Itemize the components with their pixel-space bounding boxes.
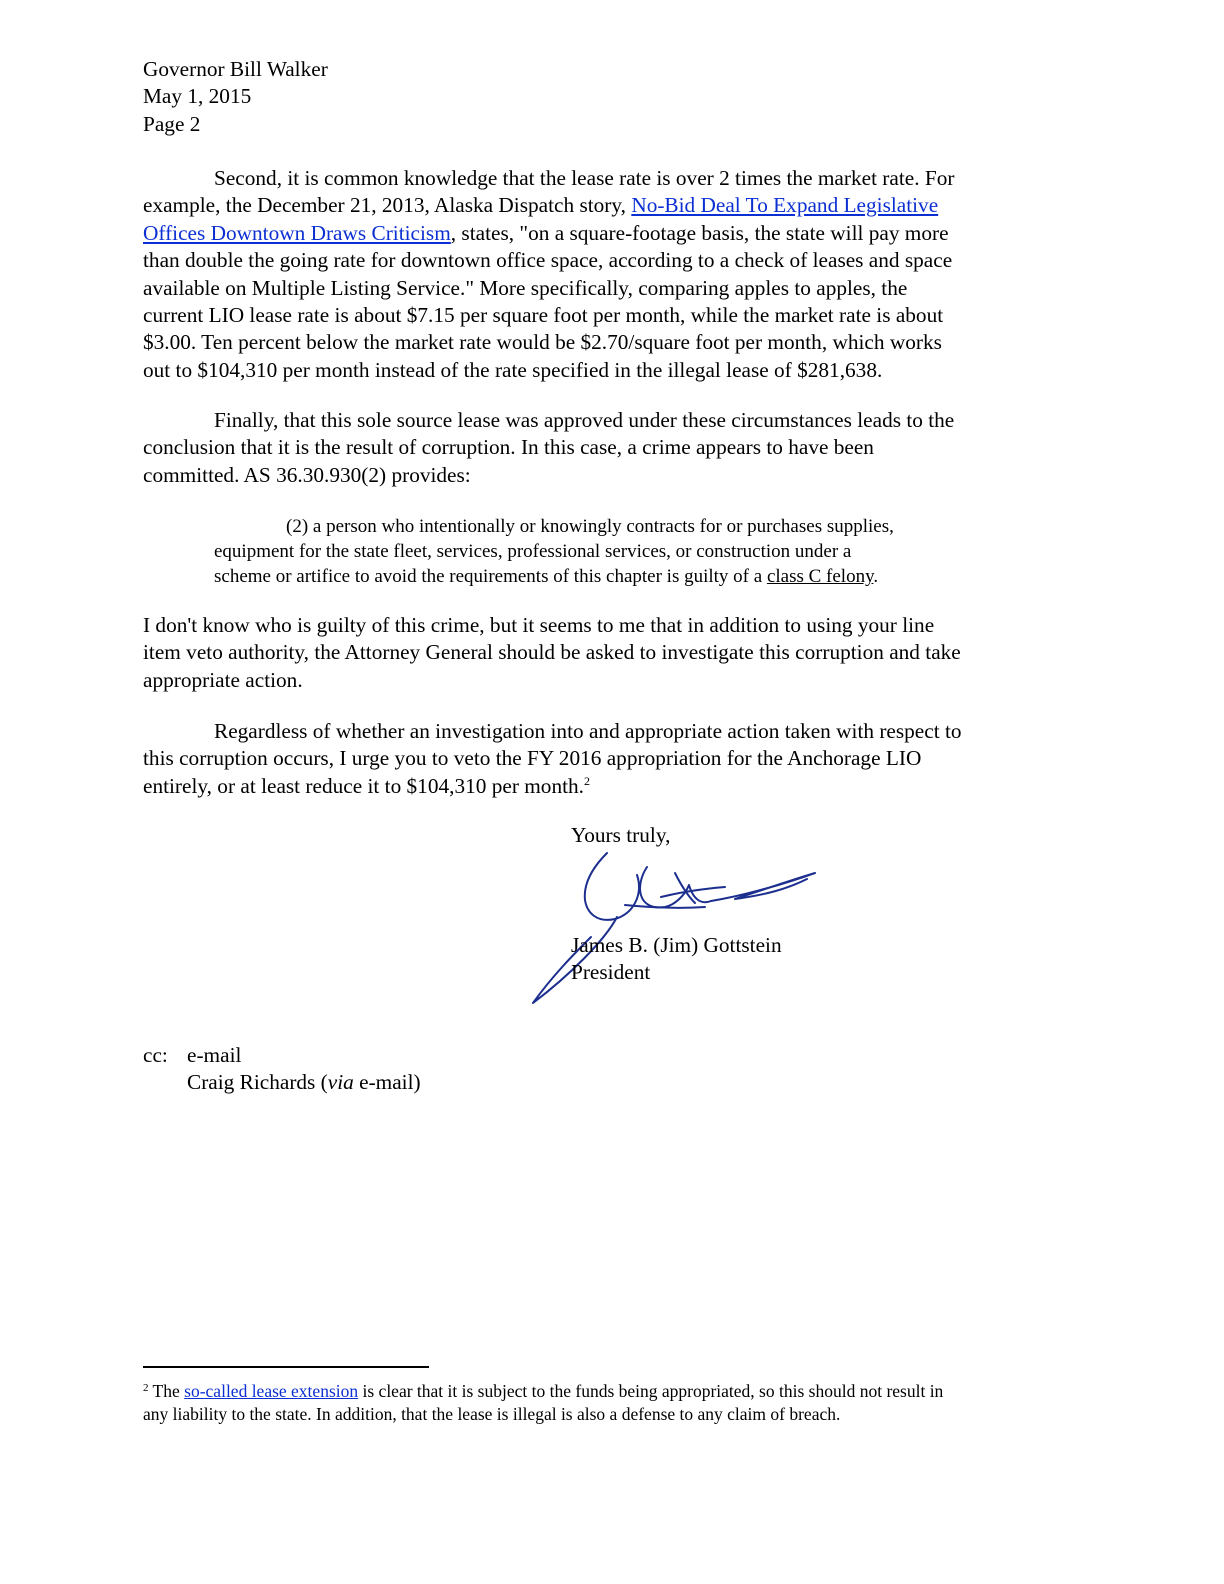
signer-title: President	[571, 960, 651, 985]
signature-block	[571, 932, 782, 987]
paragraph-veto-request	[143, 718, 1063, 800]
recipient-line: Governor Bill Walker	[143, 57, 328, 81]
paragraph-line: Regardless of whether an investigation into and appropriate action taken with respect to	[214, 719, 962, 743]
paragraph-corruption	[143, 407, 1063, 489]
closing-salutation: Yours truly,	[571, 823, 671, 847]
footnote-line: any liability to the state. In addition, that the lease is illegal is also a defense to any claim of breach.	[143, 1404, 841, 1424]
quote-text: scheme or artifice to avoid the requirements of this chapter is guilty of a	[214, 566, 767, 588]
paragraph-line	[143, 192, 1063, 219]
quote-line	[214, 564, 894, 589]
cc-row	[143, 1042, 421, 1069]
paragraph-line	[143, 220, 1063, 247]
quote-text: .	[873, 566, 879, 588]
paragraph-line	[143, 773, 1063, 800]
quote-line: (2) a person who intentionally or knowingly contracts for or purchases supplies,	[286, 516, 894, 537]
paragraph-line: than double the going rate for downtown office space, according to a check of leases and space	[143, 248, 953, 273]
paragraph-text: example, the December 21, 2013, Alaska Dispatch story,	[143, 193, 632, 218]
paragraph-line: committed. AS 36.30.930(2) provides:	[143, 462, 471, 487]
paragraph-line: out to $104,310 per month instead of the rate specified in the illegal lease of $281,638.	[143, 357, 883, 382]
paragraph-market-rate	[143, 165, 1063, 384]
lease-extension-link[interactable]: so-called lease extension	[184, 1381, 359, 1401]
paragraph-text: , states, "on a square-footage basis, the state will pay more	[450, 220, 949, 245]
paragraph-line: appropriate action.	[143, 667, 303, 692]
footnote-text: is clear that it is subject to the funds being appropriated, so this should not result in	[358, 1381, 944, 1401]
cc-recipient: Craig Richards (	[187, 1070, 328, 1095]
cc-label: cc:	[143, 1043, 168, 1067]
cc-entry: e-mail	[187, 1043, 242, 1067]
cc-via: via	[327, 1070, 354, 1095]
footnote-marker: 2	[143, 1382, 149, 1394]
statute-quote	[214, 514, 894, 590]
footnote-divider	[143, 1366, 429, 1368]
paragraph-line: this corruption occurs, I urge you to veto the FY 2016 appropriation for the Anchorage LIO	[143, 746, 922, 771]
paragraph-text: entirely, or at least reduce it to $104,310 per month.	[143, 773, 584, 798]
footnote	[143, 1380, 943, 1426]
paragraph-line: available on Multiple Listing Service." More specifically, comparing apples to apples, the	[143, 275, 908, 300]
page-number: Page 2	[143, 111, 201, 136]
quote-line: equipment for the state fleet, services, professional services, or construction under a	[214, 541, 852, 563]
cc-list	[143, 1042, 421, 1097]
letter-header	[143, 56, 328, 138]
cc-spacer	[143, 1069, 187, 1096]
paragraph-line: I don't know who is guilty of this crime, but it seems to me that in addition to using your line	[143, 613, 935, 637]
paragraph-investigation	[143, 612, 1063, 694]
footnote-reference: 2	[584, 773, 590, 788]
paragraph-line: item veto authority, the Attorney General should be asked to investigate this corruption and take	[143, 640, 961, 665]
felony-term: class C felony	[766, 566, 874, 588]
cc-entry	[187, 1069, 421, 1096]
date-line: May 1, 2015	[143, 84, 252, 109]
footnote-line	[143, 1380, 943, 1403]
paragraph-line: conclusion that it is the result of corruption. In this case, a crime appears to have been	[143, 435, 874, 460]
article-link-continued[interactable]: Offices Downtown Draws Criticism	[143, 220, 451, 245]
paragraph-line: current LIO lease rate is about $7.15 per square foot per month, while the market rate is about	[143, 303, 944, 328]
cc-row	[143, 1069, 421, 1096]
paragraph-line: Second, it is common knowledge that the lease rate is over 2 times the market rate. For	[214, 166, 955, 190]
signer-name: James B. (Jim) Gottstein	[571, 933, 782, 957]
footnote-text: The	[148, 1381, 185, 1401]
article-link[interactable]: No-Bid Deal To Expand Legislative	[631, 193, 939, 218]
paragraph-line: $3.00. Ten percent below the market rate would be $2.70/square foot per month, which works	[143, 330, 942, 355]
paragraph-line: Finally, that this sole source lease was approved under these circumstances leads to the	[214, 408, 955, 432]
cc-method: e-mail)	[353, 1070, 421, 1095]
